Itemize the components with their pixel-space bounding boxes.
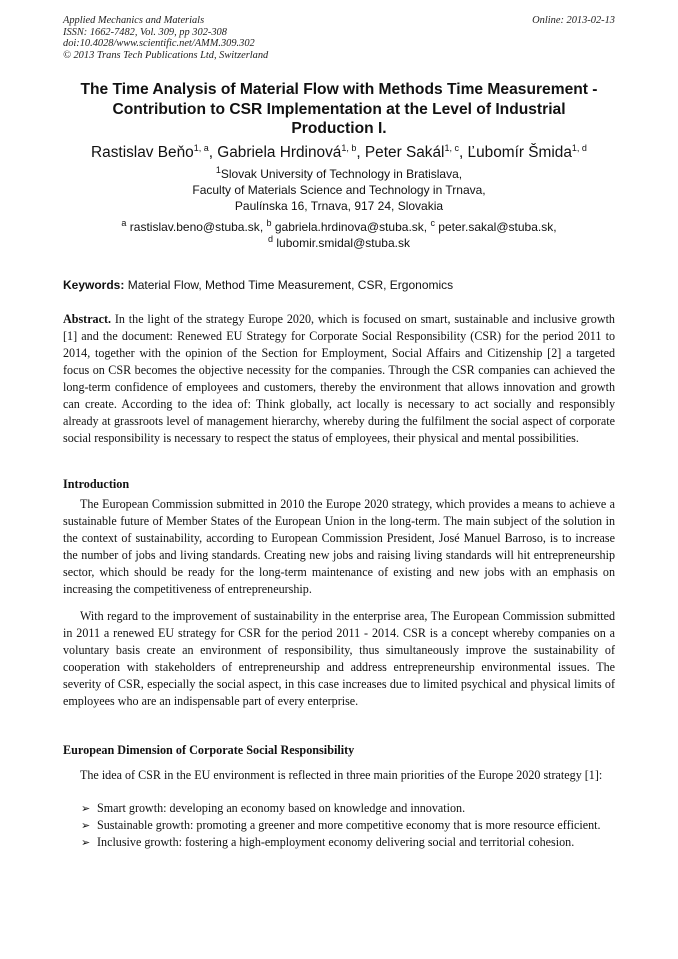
copyright-line: © 2013 Trans Tech Publications Ltd, Switzerland bbox=[63, 49, 269, 61]
section-heading-european-dimension: European Dimension of Corporate Social Responsibility bbox=[63, 743, 355, 757]
doi-line: doi:10.4028/www.scientific.net/AMM.309.302 bbox=[63, 38, 255, 50]
keywords bbox=[63, 277, 615, 293]
list-item-text: Inclusive growth: fostering a high-employment economy delivering social and territorial cohesion. bbox=[97, 835, 575, 849]
affiliation-superscript: 1 bbox=[215, 165, 221, 175]
keywords-text: Material Flow, Method Time Measurement, CSR, Ergonomics bbox=[127, 278, 454, 292]
list-item bbox=[63, 817, 615, 834]
author-name: Gabriela Hrdinová bbox=[217, 144, 342, 161]
email-link[interactable]: lubomir.smidal@stuba.sk bbox=[276, 236, 410, 250]
list-item bbox=[63, 834, 615, 851]
paragraph: The European Commission submitted in 2010 the Europe 2020 strategy, which provides a means to achieve a sustainable future of Member States of the European Union in the long-term. The main subject of the solution in the context of sustainability, according to European Commission President, José Manuel Barroso, is to increase the number of jobs and living standards. Creating new jobs and raising living standards will hit entrepreneurship sector, which should be ready for the long-term maintenance of existing and new jobs with an emphasis on increasing the competitiveness of entrepreneurship. bbox=[63, 497, 615, 596]
list-item-text: Sustainable growth: promoting a greener and more competitive economy that is more resource efficient. bbox=[97, 818, 601, 832]
author-superscript: 1, c bbox=[444, 142, 459, 153]
section-heading-introduction: Introduction bbox=[63, 477, 130, 491]
affiliation bbox=[60, 166, 618, 214]
journal-header bbox=[63, 15, 615, 61]
affiliation-line: Slovak University of Technology in Bratislava, bbox=[220, 167, 463, 181]
abstract-text: In the light of the strategy Europe 2020, which is focused on smart, sustainable and inclusive growth [1] and the document: Renewed EU Strategy for Corporate Social Responsibility (CSR) for the period 2011 to 2014, together with the opinion of the Section for Employment, Social Affairs and Citizenship [2] a targeted focus on CSR becomes the objective necessity for the companies. Through the CSR companies can achieved the long-term confidence of employees and customers, thereby the environment that allows innovation and growth can create. According to the idea of: Think globally, act locally is necessary to act socially and responsibly already at grassroots level of management hierarchy, whereby during the fulfilment the social aspect of corporate social responsibility is necessary to respect the status of employees, their physical and mental possibilities. bbox=[63, 312, 615, 445]
abstract-label: Abstract. bbox=[63, 312, 112, 326]
author-superscript: 1, a bbox=[193, 142, 209, 153]
arrow-bullet-icon: ➢ bbox=[81, 819, 91, 832]
email-link[interactable]: rastislav.beno@stuba.sk bbox=[129, 220, 260, 234]
author-name: Ľubomír Šmida bbox=[467, 144, 572, 161]
author-list: Rastislav Beňo$^{1, a}$, Gabriela Hrdinová$^{1, b}$, Peter Sakál$^{1, c}$, Ľubomír Šmida$^{1, d}$ bbox=[91, 142, 587, 161]
affiliation-line: Paulínska 16, Trnava, 917 24, Slovakia bbox=[234, 199, 444, 213]
bullet-list bbox=[63, 800, 615, 851]
author-name: Peter Sakál bbox=[364, 144, 445, 161]
paragraph: With regard to the improvement of sustainability in the enterprise area, The European Commission submitted in 2011 a renewed EU strategy for CSR for the period 2011 - 2014. CSR is a concept whereby companies on a voluntary basis create an environment of responsibility, thus simultaneously improve the sustainability of cooperation with stakeholders of entrepreneurship and address entrepreneurship environmental issues. The severity of CSR, especially the social aspect, in this case increases due to limited psychical and physical limits of employees who are an indispensable part of every enterprise. bbox=[63, 609, 615, 708]
affiliation-line: Faculty of Materials Science and Technology in Trnava, bbox=[192, 183, 486, 197]
list-item bbox=[63, 800, 615, 817]
author-superscript: 1, d bbox=[571, 142, 587, 153]
email-link[interactable]: gabriela.hrdinova@stuba.sk bbox=[274, 220, 424, 234]
arrow-bullet-icon: ➢ bbox=[81, 836, 91, 849]
paper-title: The Time Analysis of Material Flow with Methods Time Measurement - Contribution to CSR Implementation at the Level of Industrial Production I. bbox=[80, 81, 598, 137]
keywords-label: Keywords: bbox=[63, 278, 125, 292]
online-date: Online: 2013-02-13 bbox=[532, 15, 615, 26]
author-name: Rastislav Beňo bbox=[91, 144, 194, 161]
email-link[interactable]: peter.sakal@stuba.sk bbox=[438, 220, 554, 234]
abstract bbox=[63, 311, 615, 447]
author-superscript: 1, b bbox=[341, 142, 357, 153]
arrow-bullet-icon: ➢ bbox=[81, 802, 91, 815]
list-item-text: Smart growth: developing an economy based on knowledge and innovation. bbox=[97, 801, 466, 815]
issn-line: ISSN: 1662-7482, Vol. 309, pp 302-308 bbox=[63, 26, 227, 38]
email-list: $^a$ rastislav.beno@stuba.sk, $^b$ gabriela.hrdinova@stuba.sk, $^c$ peter.sakal@stuba.sk, $^d$ lubomir.smidal@stuba.sk bbox=[121, 218, 557, 250]
paragraph: The idea of CSR in the EU environment is reflected in three main priorities of the Europe 2020 strategy [1]: bbox=[80, 768, 603, 782]
journal-name: Applied Mechanics and Materials bbox=[63, 15, 205, 26]
